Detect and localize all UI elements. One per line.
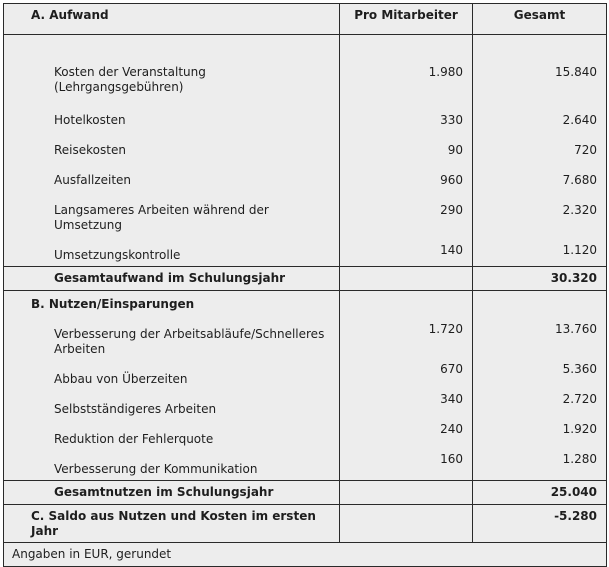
gesamtnutzen-label-cell xyxy=(4,481,340,505)
aufwand-total-cell xyxy=(473,35,607,267)
gesamtaufwand-row xyxy=(4,267,607,291)
nutzen-per-value: 1.720 xyxy=(428,322,463,336)
section-a-title-cell xyxy=(4,4,340,35)
aufwand-item-label: Umsetzungskontrolle xyxy=(54,248,181,262)
saldo-total: -5.280 xyxy=(554,509,597,523)
aufwand-total-value: 1.120 xyxy=(562,243,597,257)
section-b-title: B. Nutzen/Einsparungen xyxy=(31,297,195,311)
col-header-total: Gesamt xyxy=(513,8,566,22)
nutzen-items-row xyxy=(4,291,607,481)
aufwand-per-value: 90 xyxy=(447,143,463,157)
nutzen-item-label: Verbesserung der Arbeitsabläufe/Schnelleres xyxy=(54,327,325,341)
gesamtaufwand-label: Gesamtaufwand im Schulungsjahr xyxy=(54,271,286,285)
saldo-label: Jahr xyxy=(31,524,59,538)
nutzen-item-label: Selbstständigeres Arbeiten xyxy=(54,402,217,416)
aufwand-total-value: 2.640 xyxy=(562,113,597,127)
nutzen-per-value: 670 xyxy=(440,362,463,376)
aufwand-total-value: 720 xyxy=(574,143,597,157)
aufwand-per-value: 1.980 xyxy=(428,65,463,79)
aufwand-items-row xyxy=(4,35,607,267)
saldo-label: C. Saldo aus Nutzen und Kosten im ersten xyxy=(31,509,316,523)
aufwand-item-label: Ausfallzeiten xyxy=(54,173,132,187)
aufwand-item-label: (Lehrgangsgebühren) xyxy=(54,80,184,94)
footer-note: Angaben in EUR, gerundet xyxy=(12,547,172,561)
col-header-total-cell xyxy=(473,4,607,35)
aufwand-total-value: 2.320 xyxy=(562,203,597,217)
nutzen-item-label: Abbau von Überzeiten xyxy=(54,372,188,386)
nutzen-total-value: 13.760 xyxy=(555,322,597,336)
section-a-title: A. Aufwand xyxy=(31,8,109,22)
cost-benefit-table-wrapper xyxy=(3,3,606,567)
footer-cell xyxy=(4,543,607,567)
gesamtnutzen-label: Gesamtnutzen im Schulungsjahr xyxy=(54,485,274,499)
nutzen-item-label: Arbeiten xyxy=(54,342,106,356)
aufwand-total-value: 15.840 xyxy=(555,65,597,79)
nutzen-per-value: 240 xyxy=(440,422,463,436)
nutzen-total-cell xyxy=(473,291,607,481)
nutzen-total-value: 1.920 xyxy=(562,422,597,436)
nutzen-item-label: Reduktion der Fehlerquote xyxy=(54,432,214,446)
nutzen-total-value: 2.720 xyxy=(562,392,597,406)
nutzen-total-value: 5.360 xyxy=(562,362,597,376)
nutzen-per-value: 160 xyxy=(440,452,463,466)
aufwand-per-cell xyxy=(340,35,473,267)
gesamtaufwand-total: 30.320 xyxy=(550,271,597,285)
nutzen-per-cell xyxy=(340,291,473,481)
gesamtnutzen-per-cell xyxy=(340,481,473,505)
nutzen-per-value: 340 xyxy=(440,392,463,406)
nutzen-item-label: Verbesserung der Kommunikation xyxy=(54,462,258,476)
aufwand-per-value: 960 xyxy=(440,173,463,187)
nutzen-total-value: 1.280 xyxy=(562,452,597,466)
nutzen-labels-cell xyxy=(4,291,340,481)
col-header-per: Pro Mitarbeiter xyxy=(354,8,458,22)
gesamtnutzen-row xyxy=(4,481,607,505)
gesamtaufwand-label-cell xyxy=(4,267,340,291)
aufwand-total-value: 7.680 xyxy=(562,173,597,187)
aufwand-item-label: Kosten der Veranstaltung xyxy=(54,65,206,79)
aufwand-item-label: Reisekosten xyxy=(54,143,126,157)
aufwand-item-label: Langsameres Arbeiten während der xyxy=(54,203,269,217)
aufwand-per-value: 290 xyxy=(440,203,463,217)
col-header-per-cell xyxy=(340,4,473,35)
gesamtaufwand-total-cell xyxy=(473,267,607,291)
gesamtnutzen-total-cell xyxy=(473,481,607,505)
aufwand-per-value: 140 xyxy=(440,243,463,257)
gesamtaufwand-per-cell xyxy=(340,267,473,291)
aufwand-item-label: Hotelkosten xyxy=(54,113,126,127)
cost-benefit-table xyxy=(3,3,607,567)
header-row xyxy=(4,4,607,35)
aufwand-per-value: 330 xyxy=(440,113,463,127)
footer-row xyxy=(4,543,607,567)
aufwand-item-label: Umsetzung xyxy=(54,218,122,232)
gesamtnutzen-total: 25.040 xyxy=(550,485,597,499)
aufwand-labels-cell xyxy=(4,35,340,267)
